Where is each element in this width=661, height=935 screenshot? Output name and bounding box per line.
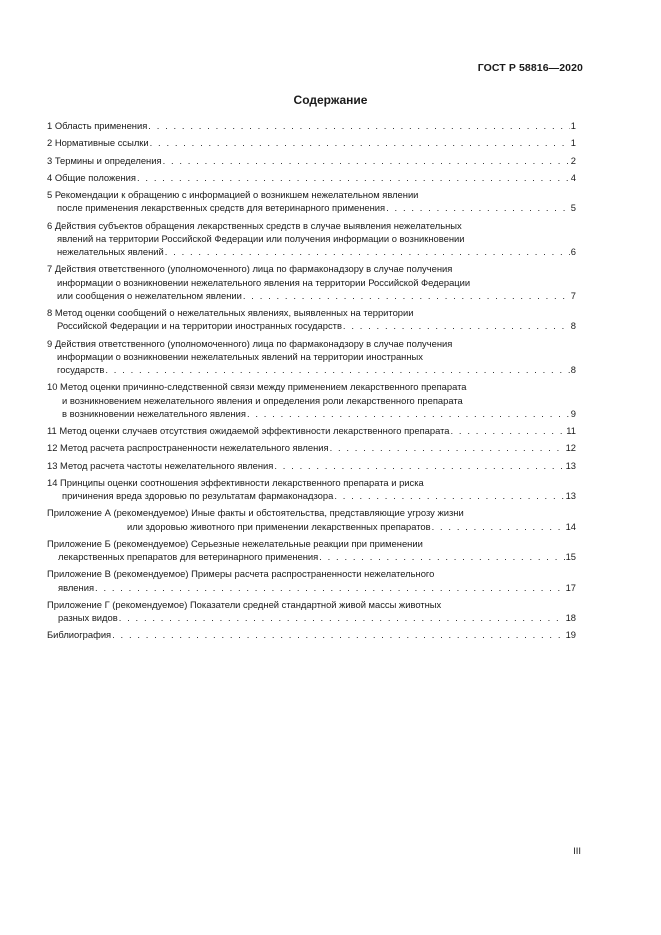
toc-entry[interactable]: [47, 337, 576, 377]
toc-entry-text: государств: [57, 364, 105, 375]
toc-entry-text: лекарственных препаратов для ветеринарного применения: [58, 551, 319, 563]
toc-entry-text: в возникновении нежелательного явления: [62, 407, 246, 419]
toc-leader-dots: [247, 407, 570, 420]
toc-entry-text: Приложение Б (рекомендуемое) Серьезные нежелательные реакции при применении: [47, 537, 423, 549]
toc-entry[interactable]: [47, 188, 576, 214]
toc-leader-dots: [386, 201, 570, 214]
toc-page-number: 13: [565, 490, 576, 502]
table-of-contents: [47, 119, 576, 646]
toc-entry[interactable]: [47, 441, 576, 454]
toc-entry[interactable]: [47, 262, 576, 302]
toc-leader-dots: [165, 245, 570, 258]
toc-page-number: 1: [570, 137, 576, 149]
toc-entry-text: Приложение А (рекомендуемое) Иные факты и обстоятельства, представляющие угрозу жизни: [47, 507, 464, 519]
toc-entry-text: явлений на территории Российской Федерации или получения информации о возникновении: [57, 232, 465, 244]
toc-leader-dots: [148, 119, 569, 132]
toc-entry[interactable]: [47, 424, 576, 437]
page-title: Содержание: [293, 93, 368, 107]
toc-entry-text: 8 Метод оценки сообщений о нежелательных явлениях, выявленных на территории: [47, 307, 414, 319]
toc-page-number: 2: [570, 154, 576, 166]
toc-leader-dots: [432, 520, 565, 533]
toc-leader-dots: [330, 441, 565, 454]
toc-entry[interactable]: [47, 380, 576, 420]
toc-page-number: 4: [570, 171, 576, 183]
toc-leader-dots: [274, 459, 564, 472]
toc-page-number: 15: [565, 551, 576, 563]
toc-entry[interactable]: [47, 119, 576, 132]
toc-entry-text: информации о возникновении нежелательного явления на территории Российской Федерации: [57, 276, 471, 288]
toc-entry-text: Российской Федерации и на территории иностранных государств: [57, 320, 342, 332]
toc-leader-dots: [334, 489, 564, 502]
toc-entry-text: разных видов: [58, 612, 118, 624]
toc-entry-text: нежелательных явлений: [57, 246, 164, 258]
toc-entry-text: или сообщения о нежелательном явлении: [57, 289, 242, 301]
toc-entry[interactable]: [47, 154, 576, 167]
toc-entry-text: 3 Термины и определения: [47, 154, 162, 166]
toc-page-number: 18: [565, 612, 576, 624]
toc-entry-text: 5 Рекомендации к обращению с информацией о возникшем нежелательном явлении: [47, 189, 419, 201]
toc-page-number: 14: [565, 520, 576, 532]
toc-entry-text: 14 Принципы оценки соотношения эффективности лекарственного препарата и риска: [47, 476, 424, 488]
toc-entry-text: Приложение Г (рекомендуемое) Показатели средней стандартной живой массы животных: [47, 598, 442, 610]
toc-entry-text: 6 Действия субъектов обращения лекарственных средств в случае выявления нежелательных: [47, 219, 462, 231]
toc-entry-text: явления: [58, 581, 95, 593]
toc-entry-text: 12 Метод расчета распространенности нежелательного явления: [47, 442, 329, 454]
toc-leader-dots: [319, 550, 564, 563]
toc-entry-text: информации о возникновении нежелательных явлений на территории иностранных: [57, 350, 423, 362]
toc-page-number: 9: [570, 407, 576, 419]
toc-page-number: 6: [570, 246, 576, 258]
toc-entry-text: Библиография: [47, 629, 112, 641]
toc-leader-dots: [95, 581, 565, 594]
toc-page-number: 12: [565, 442, 576, 454]
toc-page-number: 1: [570, 120, 576, 131]
toc-leader-dots: [105, 363, 569, 376]
toc-leader-dots: [243, 289, 570, 302]
toc-page-number: 8: [570, 320, 576, 332]
toc-entry-text: 11 Метод оценки случаев отсутствия ожидаемой эффективности лекарственного препарата: [47, 425, 450, 436]
toc-entry[interactable]: [47, 459, 576, 472]
toc-entry-text: и возникновением нежелательного явления и определения роли лекарственного препарата: [62, 394, 463, 406]
toc-entry-text: 10 Метод оценки причинно-следственной связи между применением лекарственного препарата: [47, 381, 467, 393]
toc-leader-dots: [112, 628, 564, 641]
toc-page-number: 19: [565, 629, 576, 641]
toc-entry-text: Приложение В (рекомендуемое) Примеры расчета распространенности нежелательного: [47, 568, 435, 580]
toc-page-number: 8: [570, 364, 576, 375]
toc-entry[interactable]: [47, 476, 576, 502]
toc-entry-text: 9 Действия ответственного (уполномоченного) лица по фармаконадзору в случае получения: [47, 337, 453, 349]
toc-entry[interactable]: [47, 537, 576, 563]
toc-page-number: 11: [566, 425, 576, 436]
toc-leader-dots: [451, 424, 566, 437]
toc-entry[interactable]: [47, 628, 576, 641]
toc-page-number: 17: [565, 581, 576, 593]
toc-page-number: 7: [570, 289, 576, 301]
toc-entry[interactable]: [47, 171, 576, 184]
toc-entry[interactable]: [47, 136, 576, 149]
toc-leader-dots: [150, 136, 570, 149]
toc-entry[interactable]: [47, 219, 576, 259]
toc-entry[interactable]: [47, 306, 576, 332]
toc-entry-text: 4 Общие положения: [47, 171, 136, 183]
toc-entry-text: 2 Нормативные ссылки: [47, 137, 149, 149]
toc-entry-text: 13 Метод расчета частоты нежелательного явления: [47, 459, 274, 471]
toc-entry[interactable]: [47, 598, 576, 624]
toc-entry-text: 7 Действия ответственного (уполномоченного) лица по фармаконадзору в случае получения: [47, 263, 453, 275]
toc-leader-dots: [163, 154, 570, 167]
toc-page-number: 13: [565, 459, 576, 471]
toc-entry-text: причинения вреда здоровью по результатам фармаконадзора: [62, 490, 334, 502]
page-number: III: [573, 846, 581, 857]
toc-page-number: 5: [570, 202, 576, 214]
toc-entry-text: 1 Область применения: [47, 120, 148, 131]
toc-leader-dots: [137, 171, 570, 184]
toc-leader-dots: [343, 319, 570, 332]
toc-entry-text: после применения лекарственных средств для ветеринарного применения: [57, 202, 386, 214]
toc-entry-text: или здоровью животного при применении лекарственных препаратов: [127, 520, 431, 532]
document-code: ГОСТ Р 58816—2020: [477, 62, 583, 74]
toc-leader-dots: [119, 611, 565, 624]
toc-entry[interactable]: [47, 567, 576, 593]
toc-entry[interactable]: [47, 506, 576, 532]
